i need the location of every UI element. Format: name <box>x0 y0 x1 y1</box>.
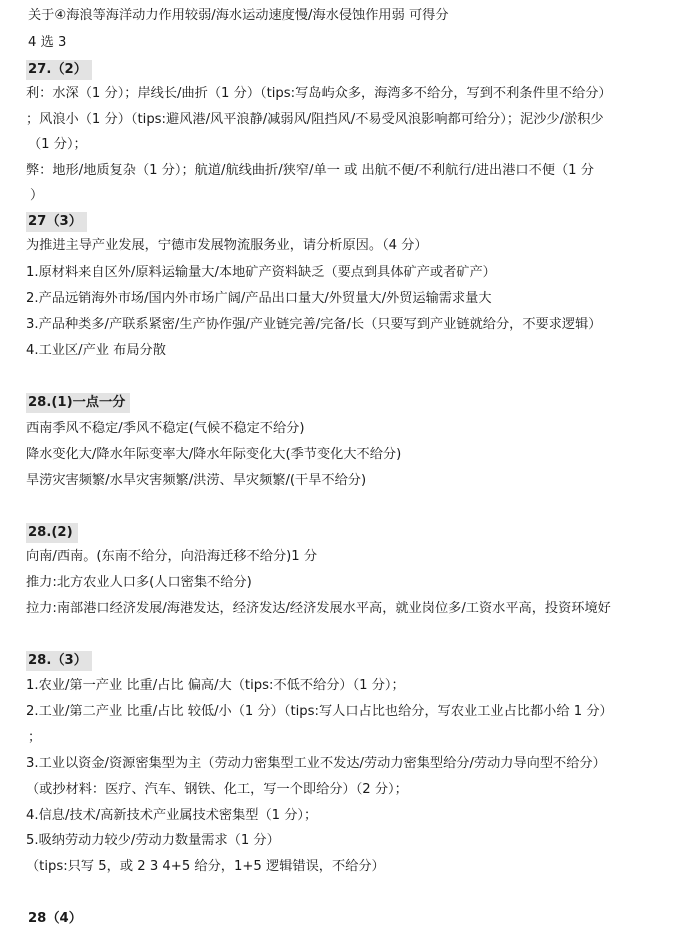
text-line: 1.原材料来自区外/原料运输量大/本地矿产资料缺乏（要点到具体矿产或者矿产） <box>26 265 496 280</box>
text-line: 为推进主导产业发展，宁德市发展物流服务业，请分析原因。（4 分） <box>26 238 428 253</box>
text-line: （tips:只写 5，或 2 3 4+5 给分，1+5 逻辑错误，不给分） <box>26 859 385 874</box>
text-line: 旱涝灾害频繁/水旱灾害频繁/洪涝、旱灾频繁/(干旱不给分) <box>26 473 367 488</box>
text-line: 关于④海浪等海洋动力作用较弱/海水运动速度慢/海水侵蚀作用弱 可得分 <box>28 8 449 23</box>
text-line: ；风浪小（1 分）（tips:避风港/风平浪静/减弱风/阻挡风/不易受风浪影响都可给分）；泥沙少/淤积少 <box>26 112 604 127</box>
text-line: 4.信息/技术/高新技术产业属技术密集型（1 分）； <box>26 808 318 823</box>
section-heading: 28（4） <box>28 911 82 926</box>
text-line: ； <box>28 730 42 745</box>
text-line: 3.产品种类多/产联系紧密/生产协作强/产业链完善/完备/长（只要写到产业链就给分，不要求逻辑） <box>26 317 602 332</box>
text-line: ） <box>30 188 44 203</box>
text-line: 5.吸纳劳动力较少/劳动力数量需求（1 分） <box>26 833 280 848</box>
text-line: 2.产品远销海外市场/国内外市场广阔/产品出口量大/外贸量大/外贸运输需求量大 <box>26 291 492 306</box>
text-line: （或抄材料：医疗、汽车、钢铁、化工，写一个即给分）（2 分）； <box>26 782 408 797</box>
text-line: （1 分）； <box>28 137 87 152</box>
section-heading: 28.(1)一点一分 <box>26 393 130 413</box>
text-line: 弊：地形/地质复杂（1 分）；航道/航线曲折/狭窄/单一 或 出航不便/不利航行/进出港口不便（1 分 <box>26 163 594 178</box>
text-line: 3.工业以资金/资源密集型为主（劳动力密集型工业不发达/劳动力密集型给分/劳动力导向型不给分） <box>26 756 606 771</box>
text-line: 拉力:南部港口经济发展/海港发达，经济发达/经济发展水平高，就业岗位多/工资水平高，投资环境好 <box>26 601 611 616</box>
section-heading: 27（3） <box>26 212 87 232</box>
section-heading: 28.（3） <box>26 651 92 671</box>
text-line: 利：水深（1 分）；岸线长/曲折（1 分）（tips:写岛屿众多，海湾多不给分，写到不利条件里不给分） <box>26 86 612 101</box>
text-line: 4.工业区/产业 布局分散 <box>26 343 166 358</box>
section-heading: 27.（2） <box>26 60 92 80</box>
text-line: 降水变化大/降水年际变率大/降水年际变化大(季节变化大不给分) <box>26 447 402 462</box>
text-line: 向南/西南。(东南不给分，向沿海迁移不给分)1 分 <box>26 549 318 564</box>
text-line: 西南季风不稳定/季风不稳定(气候不稳定不给分) <box>26 421 305 436</box>
text-line: 4 选 3 <box>28 35 67 50</box>
text-line: 2.工业/第二产业 比重/占比 较低/小（1 分）（tips:写人口占比也给分，写农业工业占比都小给 1 分） <box>26 704 613 719</box>
text-line: 1.农业/第一产业 比重/占比 偏高/大（tips:不低不给分）（1 分）； <box>26 678 405 693</box>
section-heading: 28.(2) <box>26 523 78 543</box>
text-line: 推力:北方农业人口多(人口密集不给分) <box>26 575 252 590</box>
